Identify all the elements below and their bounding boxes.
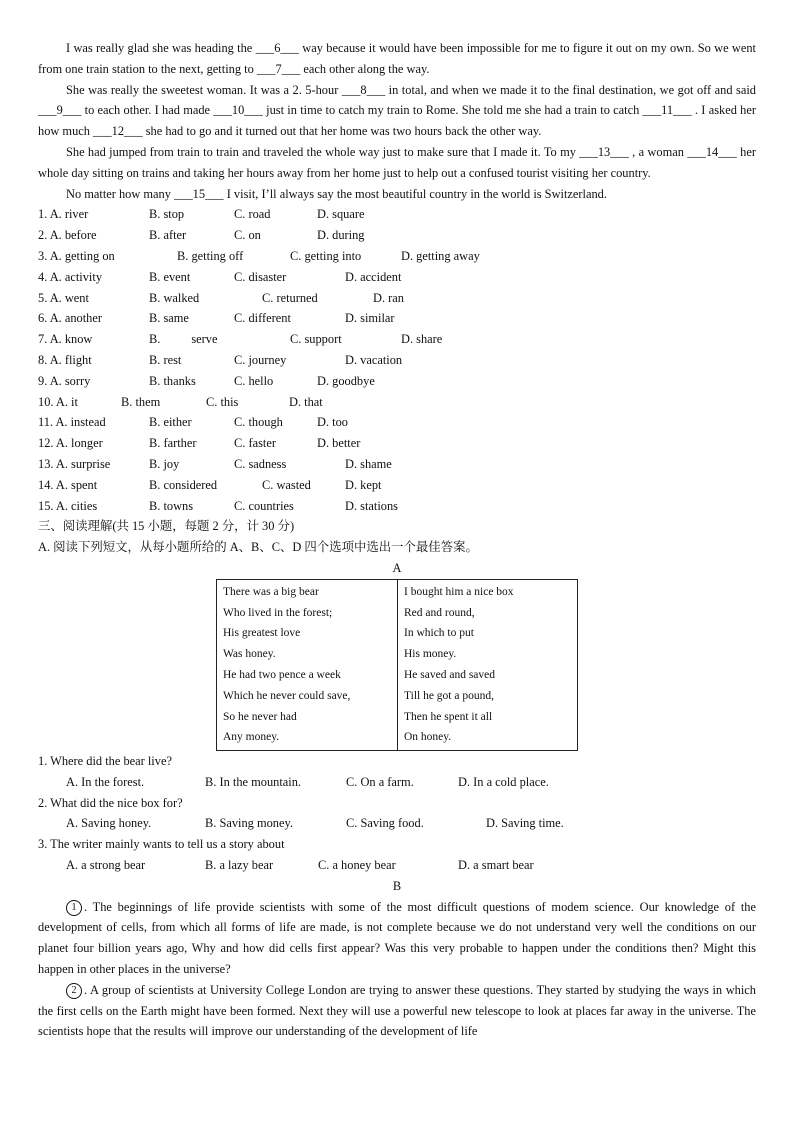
option-row: [38, 412, 756, 433]
option-a: 13. A. surprise: [38, 456, 111, 471]
option-c: C. returned: [262, 290, 318, 305]
poem-line: Red and round,: [404, 606, 475, 619]
option-a: 2. A. before: [38, 228, 97, 243]
option-c: C. countries: [234, 498, 294, 513]
option-c: C. On a farm.: [346, 774, 414, 789]
poem-line: Who lived in the forest;: [223, 606, 333, 619]
section-instruction: A. 阅读下列短文，从每小题所给的 A、B、C、D 四个选项中选出一个最佳答案。: [38, 540, 478, 555]
option-d: D. similar: [345, 311, 395, 326]
paragraph-number: 2: [66, 983, 82, 999]
poem-line: There was a big bear: [223, 585, 319, 598]
option-d: D. share: [401, 332, 443, 347]
option-a: 4. A. activity: [38, 269, 103, 284]
option-c: C. though: [234, 415, 283, 430]
option-b: B. either: [149, 415, 192, 430]
option-c: C. different: [234, 311, 291, 326]
option-row: [38, 308, 756, 329]
option-d: D. a smart bear: [458, 858, 534, 873]
option-a: 3. A. getting on: [38, 248, 115, 263]
option-c: C. disaster: [234, 269, 287, 284]
option-row: [38, 496, 756, 517]
passage-paragraph: [38, 980, 756, 1042]
passage-label: A: [392, 560, 402, 575]
option-a: 10. A. it: [38, 394, 78, 409]
paragraph-number: 1: [66, 900, 82, 916]
poem-line: In which to put: [404, 627, 474, 640]
option-b: B. stop: [149, 207, 185, 222]
option-c: C. wasted: [262, 477, 311, 492]
question-stem: 1. Where did the bear live?: [38, 754, 172, 769]
option-b: B. rest: [149, 352, 182, 367]
option-d: D. better: [317, 436, 361, 451]
option-a: 14. A. spent: [38, 477, 98, 492]
option-a: 12. A. longer: [38, 436, 103, 451]
option-a: 11. A. instead: [38, 415, 106, 430]
option-c: C. a honey bear: [318, 858, 396, 873]
option-b: B. walked: [149, 290, 200, 305]
option-a: 15. A. cities: [38, 498, 98, 513]
option-b: B. In the mountain.: [205, 774, 302, 789]
option-c: C. sadness: [234, 456, 287, 471]
option-d: D. kept: [345, 477, 382, 492]
option-row: [38, 475, 756, 496]
option-b: B. getting off: [177, 248, 244, 263]
poem-line: I bought him a nice box: [404, 585, 514, 598]
option-b: B. same: [149, 311, 189, 326]
cloze-passage: [38, 38, 756, 204]
option-d: D. stations: [345, 498, 399, 513]
option-b: B. after: [149, 228, 187, 243]
poem-column-left: [217, 580, 397, 750]
option-d: D. too: [317, 415, 348, 430]
option-row: [38, 204, 756, 225]
poem-line: Till he got a pound,: [404, 689, 494, 702]
poem-line: He had two pence a week: [223, 668, 341, 681]
option-d: D. during: [317, 228, 365, 243]
passage-paragraph: She was really the sweetest woman. It was a 2. 5-hour ___8___ in total, and when we made it to the final destination, we got off and said ___9___ to each other. I had made ___10___ just in time to catch my train to Rome. She told me she had a train to catch ___11___ . I asked her how much ___12___ she had to go and it turned out that her home was two hours back the other way.: [38, 82, 756, 139]
option-a: A. a strong bear: [66, 858, 146, 873]
passage-label: B: [392, 878, 402, 893]
option-c: C. on: [234, 228, 261, 243]
option-d: D. Saving time.: [486, 816, 564, 831]
option-b: B. Saving money.: [205, 816, 293, 831]
question-options: [38, 855, 756, 876]
poem-line: Which he never could save,: [223, 689, 351, 702]
option-a: 8. A. flight: [38, 352, 92, 367]
question-stem: 3. The writer mainly wants to tell us a story about: [38, 837, 285, 852]
poem-line: On honey.: [404, 731, 452, 744]
option-c: C. journey: [234, 352, 287, 367]
option-b: B. serve: [149, 332, 218, 347]
option-c: C. getting into: [290, 248, 362, 263]
cloze-options: [38, 204, 756, 516]
passage-paragraph: I was really glad she was heading the ___6___ way because it would have been impossible for me to figure it out on my own. So we went from one train station to the next, getting to ___7___ each other along the way.: [38, 41, 756, 76]
passage-paragraph: She had jumped from train to train and traveled the whole way just to make sure that I made it. To my ___13___ , a woman ___14___ her whole day sitting on trains and taking her hours away from her home just to help out a confused tourist visiting her country.: [38, 144, 756, 180]
option-b: B. a lazy bear: [205, 858, 274, 873]
option-c: C. support: [290, 332, 342, 347]
option-d: D. accident: [345, 269, 402, 284]
poem-line: So he never had: [223, 710, 297, 723]
option-row: [38, 454, 756, 475]
question-options: [38, 813, 756, 834]
poem-line: His greatest love: [223, 627, 301, 640]
paragraph-text: . The beginnings of life provide scientists with some of the most difficult questions of modem science. Our knowledge of the development of cells, from which all forms of life are made, is not complete because we do not understand very well the conditions on our planet four billion years ago, Why and how did cells first appear? Was this very probable to happen under the conditions then? Might this happen in other places in the universe?: [38, 899, 756, 977]
poem-column-right: [397, 580, 577, 750]
paragraph-text: . A group of scientists at University College London are trying to answer these questions. They started by studying the ways in which the first cells on the Earth might have been formed. Next they will use a powerful new telescope to look at places far away in the universe. The scientists hope that the results will improve our understanding of the development of life: [38, 982, 756, 1039]
option-b: B. them: [121, 394, 161, 409]
option-a: 7. A. know: [38, 332, 93, 347]
option-a: A. In the forest.: [66, 774, 145, 789]
option-row: [38, 371, 756, 392]
option-d: D. vacation: [345, 352, 403, 367]
passage-b: [38, 897, 756, 1043]
option-a: 5. A. went: [38, 290, 89, 305]
question-block: [38, 751, 756, 876]
option-b: B. event: [149, 269, 191, 284]
poem-line: He saved and saved: [404, 668, 496, 681]
option-d: D. goodbye: [317, 373, 375, 388]
option-row: [38, 225, 756, 246]
option-c: C. this: [206, 394, 239, 409]
passage-paragraph: No matter how many ___15___ I visit, I’ll always say the most beautiful country in the world is Switzerland.: [66, 186, 607, 201]
option-row: [38, 288, 756, 309]
option-d: D. square: [317, 207, 365, 222]
question-options: [38, 772, 756, 793]
option-c: C. road: [234, 207, 271, 222]
poem-line: His money.: [404, 648, 457, 661]
option-d: D. In a cold place.: [458, 774, 549, 789]
option-row: [38, 392, 756, 413]
option-row: [38, 246, 756, 267]
option-b: B. joy: [149, 456, 180, 471]
poem-line: Then he spent it all: [404, 710, 493, 723]
option-c: C. Saving food.: [346, 816, 424, 831]
exam-page: [38, 38, 756, 1042]
option-row: [38, 267, 756, 288]
option-a: 1. A. river: [38, 207, 89, 222]
poem-line: Was honey.: [223, 648, 276, 661]
option-row: [38, 350, 756, 371]
option-d: D. shame: [345, 456, 392, 471]
option-d: D. ran: [373, 290, 404, 305]
option-b: B. towns: [149, 498, 194, 513]
option-d: D. getting away: [401, 248, 480, 263]
poem-line: Any money.: [223, 731, 280, 744]
option-a: 9. A. sorry: [38, 373, 91, 388]
option-b: B. farther: [149, 436, 197, 451]
option-d: D. that: [289, 394, 323, 409]
poem-table: [216, 579, 578, 751]
passage-paragraph: [38, 897, 756, 980]
option-a: 6. A. another: [38, 311, 103, 326]
option-c: C. hello: [234, 373, 274, 388]
option-row: [38, 329, 756, 350]
option-b: B. considered: [149, 477, 218, 492]
option-c: C. faster: [234, 436, 276, 451]
option-b: B. thanks: [149, 373, 196, 388]
section-title: 三、阅读理解(共 15 小题，每题 2 分，计 30 分): [38, 519, 295, 534]
question-stem: 2. What did the nice box for?: [38, 795, 183, 810]
option-row: [38, 433, 756, 454]
option-a: A. Saving honey.: [66, 816, 152, 831]
